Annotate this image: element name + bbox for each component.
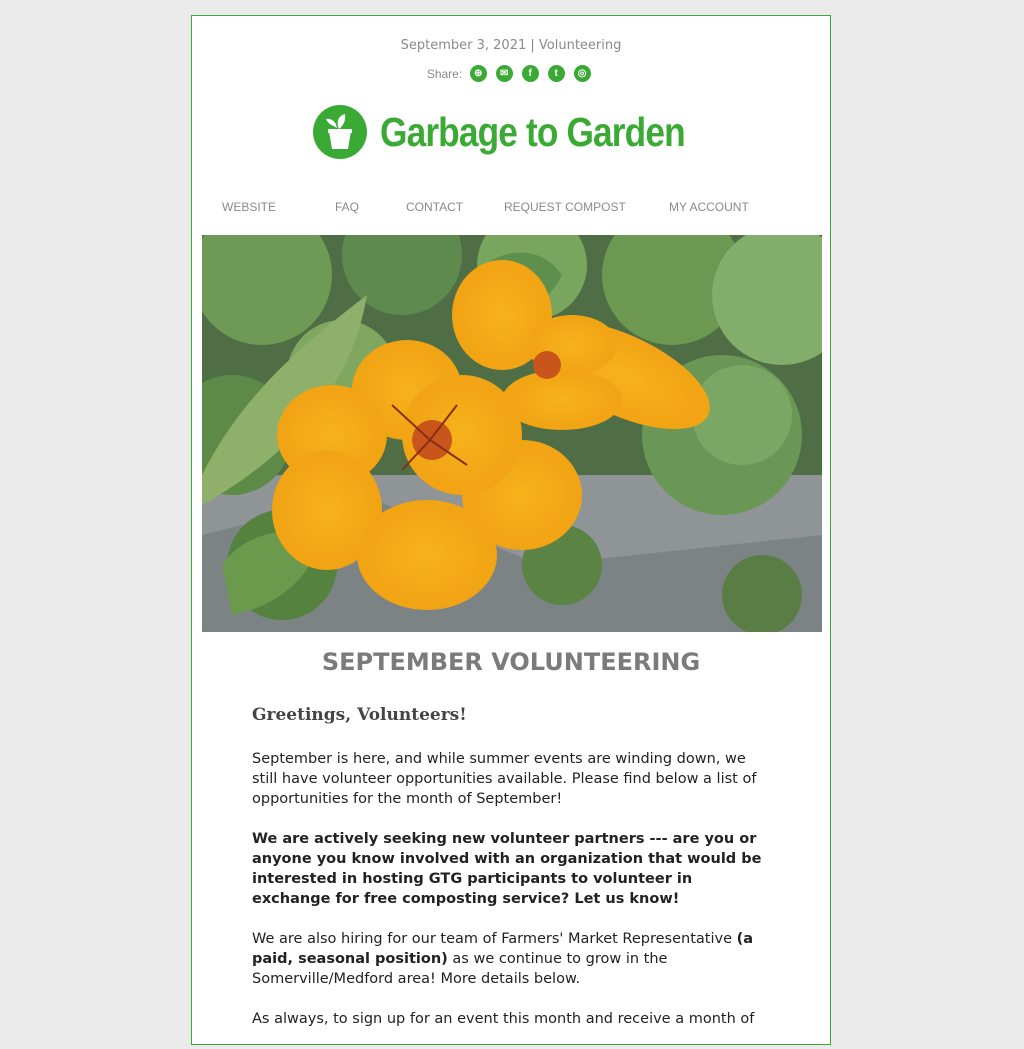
brand-name: Garbage to Garden (380, 108, 685, 155)
instagram-icon[interactable]: ◎ (574, 65, 591, 82)
facebook-icon[interactable]: f (522, 65, 539, 82)
hero-image (202, 235, 822, 632)
nasturtium-flower-illustration (202, 235, 822, 632)
brand-logo[interactable] (192, 104, 830, 160)
post-date: September 3, 2021 (400, 38, 527, 53)
nav-my-account[interactable]: MY ACCOUNT (669, 200, 749, 214)
post-meta (192, 38, 830, 53)
meta-separator: | (530, 38, 535, 53)
section-title: SEPTEMBER VOLUNTEERING (321, 648, 701, 676)
hiring-text-end: as we continue to grow in the Somerville/Medford area! More details below. (252, 951, 668, 987)
hiring-text: We are also hiring for our team of Farmers' Market Representative (252, 931, 737, 947)
share-bar (192, 65, 830, 82)
search-share-icon[interactable]: ⊕ (470, 65, 487, 82)
email-icon[interactable]: ✉ (496, 65, 513, 82)
post-category[interactable]: Volunteering (538, 38, 622, 53)
greeting-heading: Greetings, Volunteers! (252, 705, 467, 725)
newsletter-card (191, 15, 831, 1045)
top-nav (192, 200, 830, 216)
garden-pot-icon (312, 104, 368, 160)
intro-paragraph: September is here, and while summer events are winding down, we still have volunteer opportunities available. Please find below a list of opportunities for the month of September! (252, 751, 757, 807)
twitter-icon[interactable]: t (548, 65, 565, 82)
partners-callout: We are actively seeking new volunteer partners --- are you or anyone you know involved with an organization that would be interested in hosting GTG participants to volunteer in exchange for free composting service? Let us know! (252, 831, 762, 907)
nav-faq[interactable]: FAQ (335, 200, 360, 214)
article-body (252, 703, 772, 1049)
share-label: Share: (426, 66, 463, 81)
nav-contact[interactable]: CONTACT (406, 200, 464, 214)
hiring-paid-note: (a paid, seasonal position) (252, 931, 754, 967)
nav-request-compost[interactable]: REQUEST COMPOST (504, 200, 626, 214)
nav-website[interactable]: WEBSITE (222, 200, 277, 214)
signup-paragraph: As always, to sign up for an event this month and receive a month of (252, 1011, 755, 1027)
hiring-paragraph (252, 929, 772, 989)
